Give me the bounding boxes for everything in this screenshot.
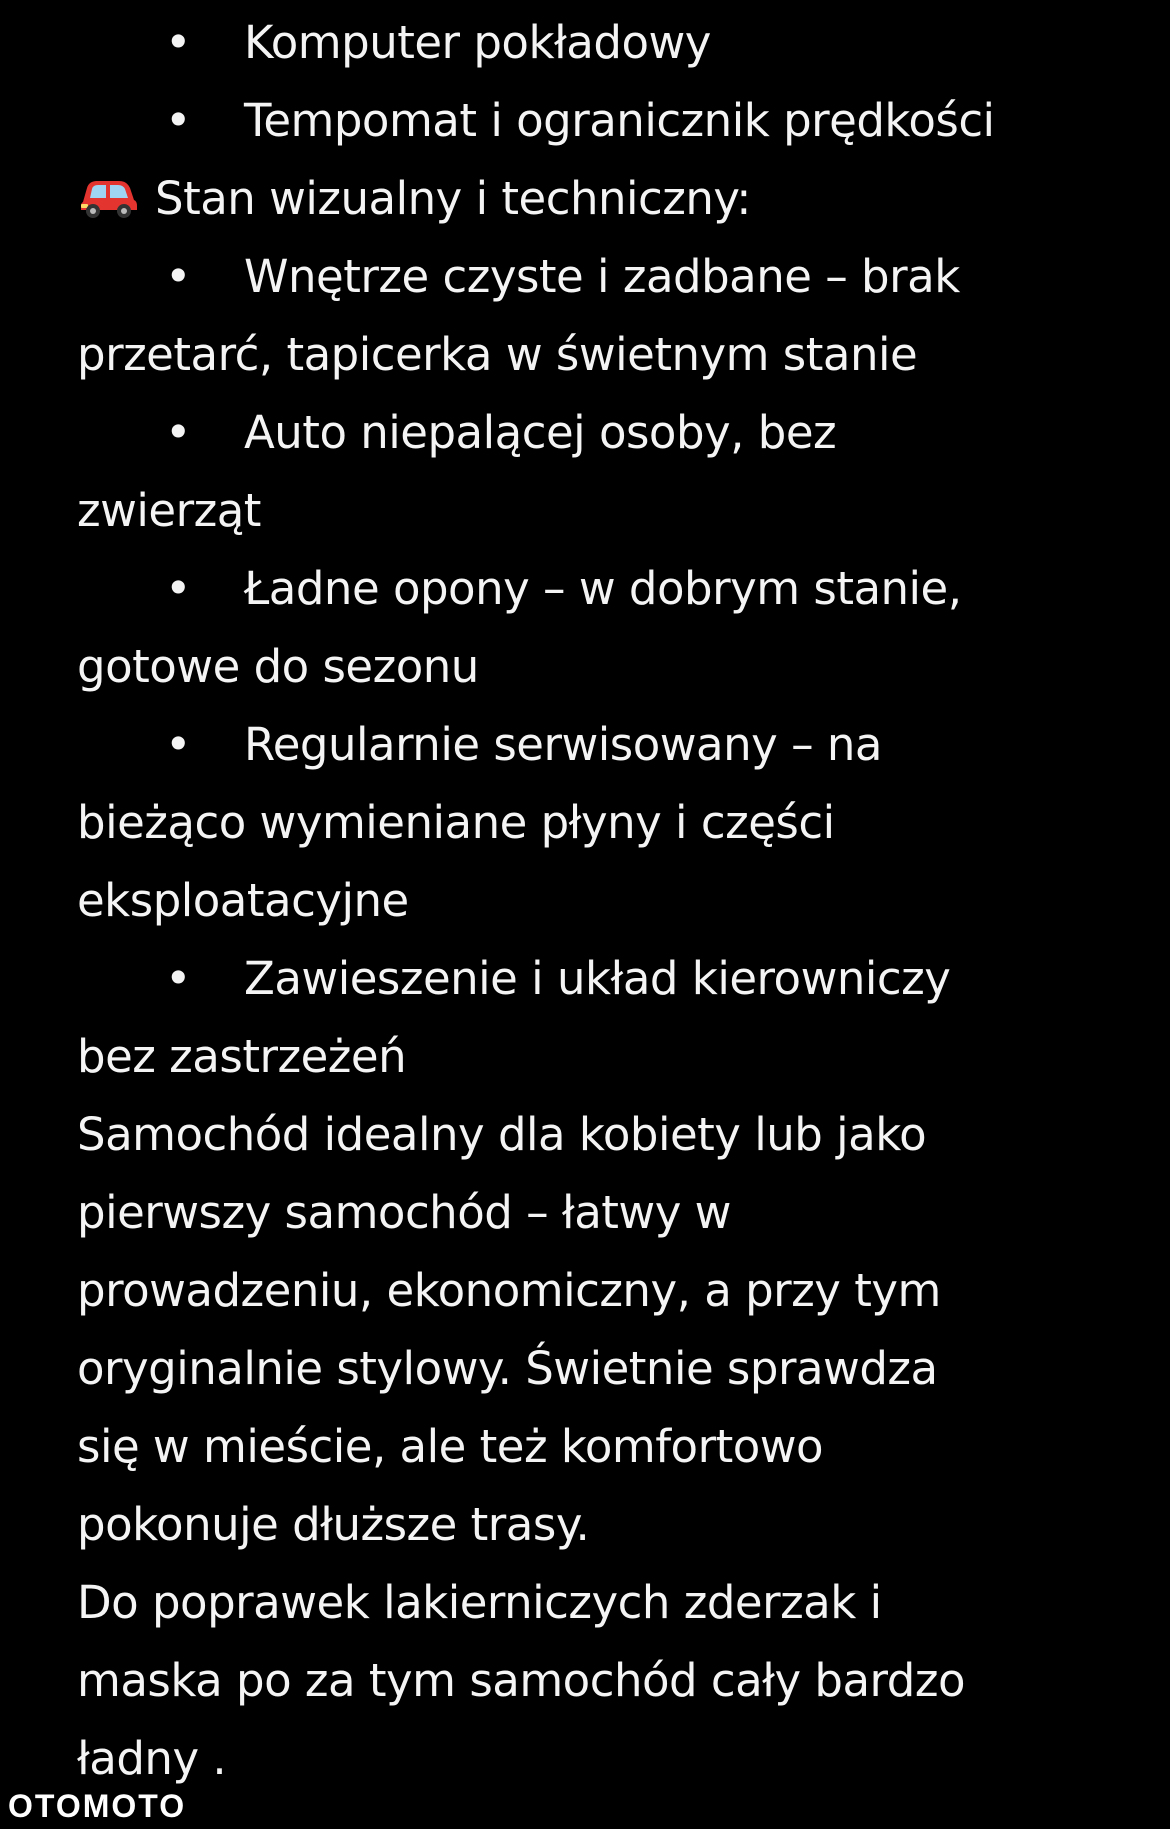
bullet: • <box>164 250 192 303</box>
car-icon <box>77 166 139 210</box>
list-item-continuation: bieżąco wymieniane płyny i części <box>77 796 835 849</box>
list-item-continuation: zwierząt <box>77 484 261 537</box>
paragraph-line: pokonuje dłuższe trasy. <box>77 1498 590 1551</box>
bullet: • <box>164 952 192 1005</box>
list-item-text: Komputer pokładowy <box>244 16 711 69</box>
paragraph-line: prowadzeniu, ekonomiczny, a przy tym <box>77 1264 941 1317</box>
list-item <box>77 706 1097 784</box>
list-item <box>77 550 1097 628</box>
paragraph-line: maska po za tym samochód cały bardzo <box>77 1654 965 1707</box>
list-item-continuation: przetarć, tapicerka w świetnym stanie <box>77 328 918 381</box>
bullet: • <box>164 718 192 771</box>
list-item <box>77 4 1097 82</box>
bullet: • <box>164 16 192 69</box>
section-heading: Stan wizualny i techniczny: <box>155 172 751 225</box>
paragraph-line: się w mieście, ale też komfortowo <box>77 1420 824 1473</box>
list-item-continuation: eksploatacyjne <box>77 874 409 927</box>
list-item <box>77 238 1097 316</box>
bullet: • <box>164 562 192 615</box>
list-item-continuation: bez zastrzeżeń <box>77 1030 407 1083</box>
otomoto-watermark: OTOMOTO <box>8 1788 187 1824</box>
listing-description <box>77 4 1097 1798</box>
list-item-continuation: gotowe do sezonu <box>77 640 479 693</box>
bullet: • <box>164 406 192 459</box>
list-item-text: Ładne opony – w dobrym stanie, <box>244 562 962 615</box>
list-item-text: Zawieszenie i układ kierowniczy <box>244 952 951 1005</box>
bullet: • <box>164 94 192 147</box>
paragraph-line: Samochód idealny dla kobiety lub jako <box>77 1108 927 1161</box>
paragraph-line: ładny . <box>77 1732 227 1785</box>
list-item-text: Auto niepalącej osoby, bez <box>244 406 837 459</box>
list-item-text: Wnętrze czyste i zadbane – brak <box>244 250 960 303</box>
paragraph-line: Do poprawek lakierniczych zderzak i <box>77 1576 882 1629</box>
list-item <box>77 82 1097 160</box>
section-heading-line <box>77 160 1097 238</box>
paragraph-line: pierwszy samochód – łatwy w <box>77 1186 731 1239</box>
list-item <box>77 940 1097 1018</box>
paragraph-line: oryginalnie stylowy. Świetnie sprawdza <box>77 1342 938 1395</box>
list-item <box>77 394 1097 472</box>
list-item-text: Regularnie serwisowany – na <box>244 718 882 771</box>
list-item-text: Tempomat i ogranicznik prędkości <box>244 94 995 147</box>
